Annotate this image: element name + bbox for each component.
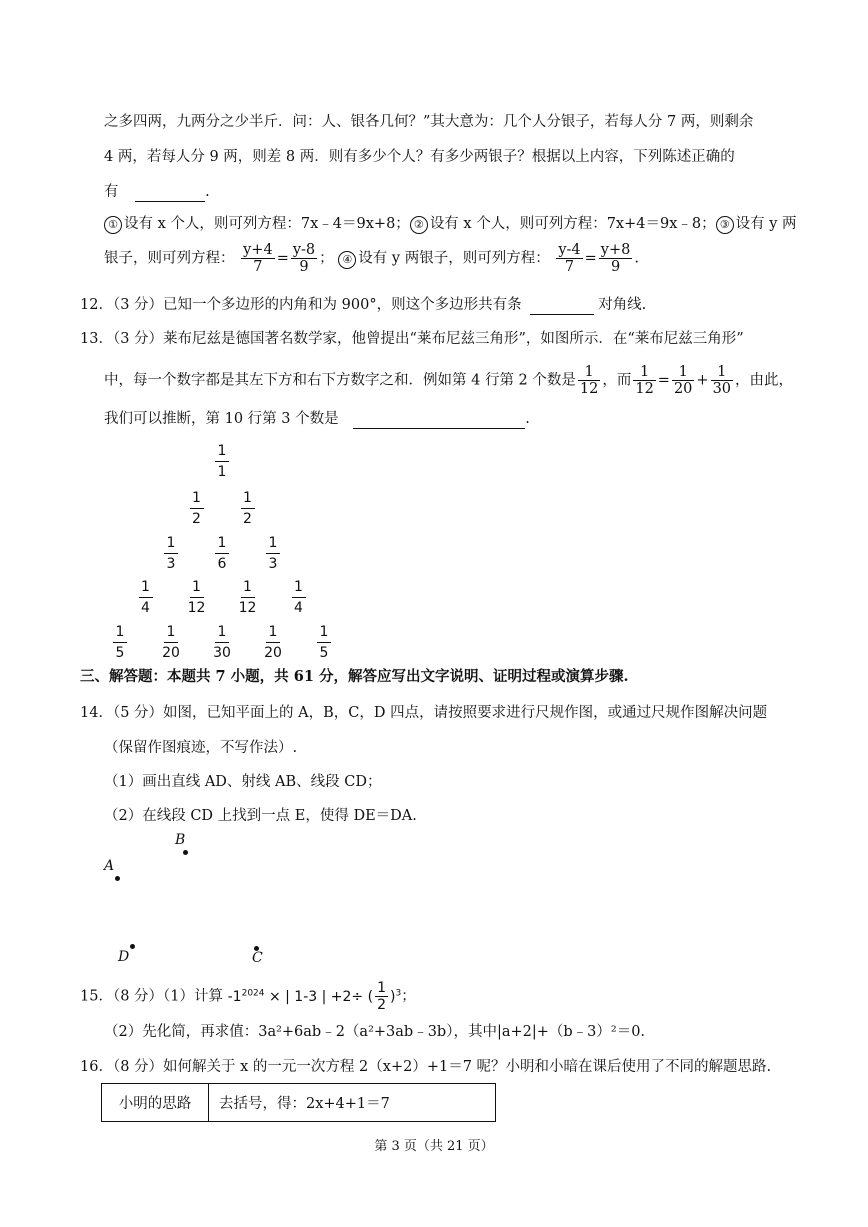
denominator: 6 [217,556,227,572]
numerator: y+8 [600,242,631,258]
triangle-fraction [284,577,314,618]
point-b-label: B [175,832,186,848]
circle-3-icon: ③ [716,216,734,234]
numerator: 1 [115,624,125,640]
denominator: 2 [243,511,252,527]
triangle-fraction [131,577,161,618]
numerator: 1 [166,535,176,551]
q11-line2: 4 两，若每人分 9 两，则差 8 两．则有多少个人？有多少两银子？根据以上内容，下列陈述正确的 [104,149,735,165]
denominator: 7 [564,259,575,275]
fraction [599,242,633,275]
fraction [241,242,275,275]
page-footer: 第 3 页（共 21 页） [374,1139,494,1154]
triangle-fraction [156,533,186,574]
circle-4-icon: ④ [338,251,356,269]
q11-line1: 之多四两，九两分之少半斤．问：人、银各几何？”其大意为：几个人分银子，若每人分 7 两，则剩余 [104,114,754,130]
circle-1-icon: ① [104,216,122,234]
q15-part1-text: 15．（8 分）（1）计算 [80,988,224,1005]
point-d-label: D [118,949,130,965]
q15-expr3: ) [390,988,396,1005]
numerator: 1 [268,535,278,551]
numerator: y-8 [292,242,316,258]
table-cell-xiaoming: 小明的思路 [102,1084,209,1122]
numerator: 1 [166,624,176,640]
fraction [375,980,388,1013]
fraction [578,364,600,397]
q11-opt3-end: ； [319,250,334,267]
numerator: 1 [672,364,694,381]
triangle-fraction [182,577,212,618]
equals: = [657,372,670,389]
triangle-fraction [309,622,339,663]
denominator: 5 [115,645,125,661]
denominator: 3 [268,556,278,572]
numerator: 1 [217,535,227,551]
q11-answer-blank [135,181,205,202]
q13-line2b: ，而 [602,372,632,389]
section3-title: 三、解答题：本题共 7 小题，共 61 分，解答应写出文字说明、证明过程或演算步骤. [80,668,629,685]
triangle-fraction [258,622,288,663]
q15-expression [227,980,402,1014]
numerator: 1 [294,579,303,595]
q13-line1: 13．（3 分）莱布尼兹是德国著名数学家，他曾提出“莱布尼兹三角形”，如图所示．在“莱布尼兹三角形” [80,331,744,347]
circle-2-icon: ② [410,216,428,234]
q15-part2: （2）先化简，再求值：3a²+6ab﹣2（a²+3ab﹣3b），其中|a+2|+（b﹣3）²＝0. [104,1024,646,1040]
triangle-fraction [233,488,263,529]
fraction [633,364,655,397]
denominator: 5 [319,645,329,661]
fraction [672,364,694,397]
triangle-fraction [207,533,237,574]
denominator: 20 [162,645,180,661]
triangle-fraction [207,441,237,482]
q13-line3-end: . [525,411,530,427]
q11-opt3: 设有 y 两 [735,216,797,232]
q14-line1: 14．（5 分）如图，已知平面上的 A，B，C，D 四点，请按照要求进行尺规作图，或通过尺规作图解决问题 [80,705,768,721]
q11-opt4: 设有 y 两银子，则可列方程： [358,250,550,267]
point-a-label: A [104,858,115,874]
numerator: 1 [141,579,150,595]
numerator: 1 [377,980,386,997]
numerator: 1 [243,490,252,506]
fraction [556,242,582,275]
numerator: 1 [578,364,600,381]
q11-opt2: 设有 x 个人，则可列方程：7x+4＝9x﹣8； [429,216,716,232]
numerator: y-4 [558,242,581,258]
q11-line3-end: . [205,184,210,200]
numerator: 1 [192,490,201,506]
q11-opt3-cont: 银子，则可列方程： [104,250,235,267]
point-a [115,876,120,881]
q15-part1 [80,980,416,1013]
numerator: 1 [217,624,227,640]
denominator: 9 [299,259,309,275]
q13-line3-text: 我们可以推断，第 10 行第 3 个数是 [104,411,339,427]
triangle-fraction [156,622,186,663]
denominator: 12 [238,600,257,616]
numerator: 1 [319,624,329,640]
denominator: 30 [213,645,231,661]
q15-part1-end: ； [401,988,416,1005]
q15-exponent2: 3 [395,988,402,998]
denominator: 2 [377,997,386,1014]
denominator: 12 [187,600,206,616]
q15-exponent: 2024 [241,988,265,998]
q11-line3 [104,181,210,202]
q14-line2: （保留作图痕迹，不写作法）. [104,740,298,756]
denominator: 4 [294,600,303,616]
q12-text: 12．（3 分）已知一个多边形的内角和为 900°，则这个多边形共有条 [80,297,522,313]
denominator: 20 [673,381,693,397]
fraction [291,242,317,275]
denominator: 12 [579,381,599,397]
denominator: 1 [217,464,227,480]
triangle-fraction [258,533,288,574]
numerator: 1 [711,364,733,381]
denominator: 12 [635,381,654,397]
numerator: 1 [217,443,227,459]
table-cell-step: 去括号，得：2x+4+1＝7 [209,1084,496,1122]
q11-opt4-end: . [634,250,639,267]
table-row [102,1084,496,1122]
numerator: 1 [243,579,252,595]
triangle-fraction [233,577,263,618]
point-b [183,850,188,855]
q11-opt1: 设有 x 个人，则可列方程：7x﹣4＝9x+8； [124,216,410,232]
denominator: 30 [712,381,732,397]
point-d [130,944,135,949]
q12 [80,294,646,315]
q16-text: 16．（8 分）如何解关于 x 的一元一次方程 2（x+2）+1＝7 呢？小明和小暗在课后使用了不同的解题思路. [80,1059,772,1075]
numerator: y+4 [243,242,273,258]
q14-line4: （2）在线段 CD 上找到一点 E，使得 DE＝DA. [104,808,417,824]
q13-line3 [104,408,530,429]
denominator: 3 [166,556,176,572]
q11-options-row1 [104,214,797,234]
q13-line2 [104,364,793,397]
q14-line3: （1）画出直线 AD、射线 AB、线段 CD； [104,774,382,790]
equals: = [584,250,597,267]
numerator: 1 [633,364,655,381]
q13-line2c: ，由此， [735,372,794,389]
q15-expr1: -1 [227,988,242,1005]
q13-line2a: 中，每一个数字都是其左下方和右下方数字之和．例如第 4 行第 2 个数是 [104,372,576,389]
denominator: 4 [141,600,150,616]
q15-expr2: × | 1-3 | +2÷ ( [268,988,374,1005]
q11-options-row2 [104,242,639,275]
triangle-fraction [182,488,212,529]
denominator: 2 [192,511,201,527]
point-c-label: C [252,950,263,966]
q13-answer-blank [353,408,525,429]
triangle-fraction [207,622,237,663]
fraction [711,364,733,397]
numerator: 1 [268,624,278,640]
plus: + [696,372,709,389]
q16-table [101,1083,496,1122]
q11-line3-text: 有 [104,184,119,200]
numerator: 1 [192,579,201,595]
equals: = [276,250,289,267]
triangle-fraction [105,622,135,663]
q12-end: 对角线. [598,297,647,313]
denominator: 9 [610,259,621,275]
denominator: 20 [264,645,282,661]
denominator: 7 [253,259,263,275]
q12-answer-blank [530,294,594,315]
